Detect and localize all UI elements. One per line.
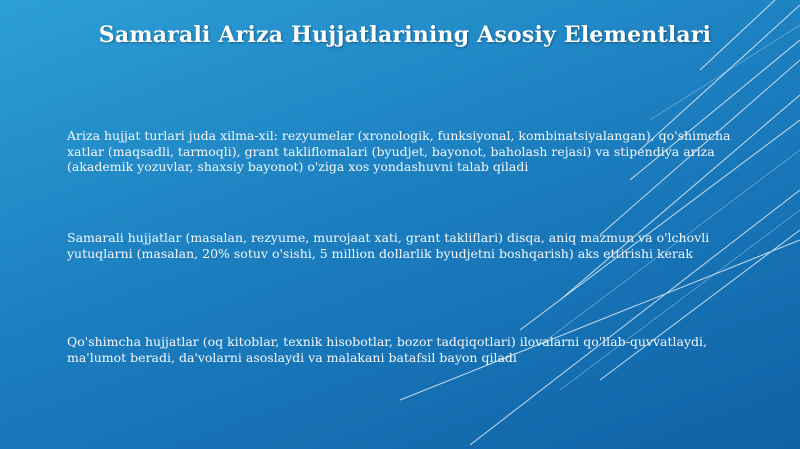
slide-title: Samarali Ariza Hujjatlarining Asosiy Elementlari [98, 22, 712, 48]
paragraph-document-types: Ariza hujjat turlari juda xilma-xil: rezyumelar (xronologik, funksiyonal, kombinatsiyalangan), qo'shimcha xatlar (maqsadli, tarmoqli), grant takliflomalari (byudjet, bayonot, baholash rejasi) va stipendiya ariza (akademik yozuvlar, shaxsiy bayonot) o'ziga xos yondashuvni talab qiladi [67, 128, 731, 174]
paragraph-supporting-documents: Qo'shimcha hujjatlar (oq kitoblar, texnik hisobotlar, bozor tadqiqotlari) ilovalarni qo'llab-quvvatlaydi, ma'lumot beradi, da'volarni asoslaydi va malakani batafsil bayon qiladi [67, 334, 707, 365]
paragraph-effective-documents: Samarali hujjatlar (masalan, rezyume, murojaat xati, grant takliflari) disqa, aniq mazmun va o'lchovli yutuqlarni (masalan, 20% sotuv o'sishi, 5 million dollarlik byudjetni boshqarish) aks ettirishi kerak [67, 230, 710, 261]
